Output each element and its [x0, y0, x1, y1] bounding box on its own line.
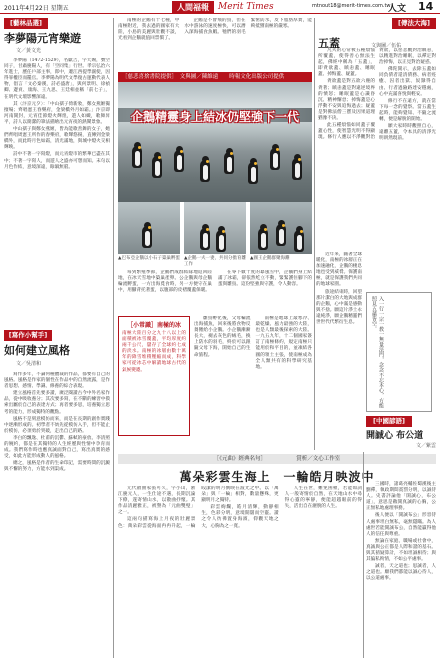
paragraph: 旅途結束時，回望那片潔白的大地與成群的企鵝，心中滿是感動與不捨。願這片淨土永遠純淨，願企鵝精靈們世世代代繁衍生息。	[316, 289, 362, 326]
contact-email: mtnout18@merit-times.com.tw	[312, 3, 391, 9]
paragraph: 風格不是刻意模仿而來，而是在長期的創作實踐中逐漸形成的。初學者不妨先從模仿入手，但不能止於模仿，必須勇於突破，走出自己的路。	[4, 416, 110, 434]
penguin-photo-pair	[184, 202, 246, 254]
column-divider	[314, 18, 315, 450]
calligraphy-text: 入一行一宗一教一無量法門，念念不忘本心，方能照見五蘊皆空。	[371, 296, 384, 408]
headline-build-style: 如何建立風格	[4, 344, 70, 357]
yuan-qu-body	[118, 486, 362, 658]
column-divider	[363, 452, 364, 658]
paragraph: 中山孺子與鄭女燕姬，皆為能歌善舞的女子，她們齊唱周憲王所作的春樂府，歌聲悠揚，直傳到金梁橋外，而此時月色如霜，清光滿地，與城中燈火交相輝映。	[4, 127, 110, 151]
yuan-qu-headline: 萬朵彩雲生海上 一輪皓月映波中	[179, 470, 375, 484]
paragraph: 在零下數十度的暴風雪中，企鵝們身上結滿了冰霜，卻依然屹立不動，緊緊護住腳下的蛋與雛鳥。這份堅強與守護，令人動容。	[218, 270, 312, 288]
article-body-sincerity	[366, 452, 436, 658]
article-title-style	[4, 344, 110, 367]
paragraph: 貪欲蓋是對五欲六塵的貪著；瞋恚蓋是對違逆境界的憤怒；睡眠蓋是心識昏沉、精神懈怠；掉悔蓋是心浮動不安與追悔過去；疑蓋是對佛法僧三寶及因果道理猶豫不決。	[318, 79, 375, 122]
paragraph: 李夢陽（1472-1529），名獻吉，字天賜，號空同子，甘肅慶陽人，有「空同集」行世。孝宗弘治六年進士，歷任戶部主事，郎中，遷江西提學副使，因得罪權臣而罷官。李夢陽為明代文學復古運動代表人物，倡言「文必秦漢，詩必盛唐」，與何景明、徐禎卿、邊貢、康海、王九思、王廷相並稱「前七子」，在明代文壇影響深遠。	[4, 58, 110, 100]
paragraph: 修行不在遠方，就在當下每一念的覺察。當五蓋生起時，能夠覺知、不隨之流轉，便是解脫的開始。	[379, 98, 436, 123]
column-divider	[113, 18, 114, 658]
paragraph: 近年來，隨著全球暖化，南極的冰層正在加速融化，企鵝的棲息地也受到威脅。保護南極，就是保護我們共同的地球家園。	[316, 252, 362, 288]
article-body-li-mengyang	[4, 58, 110, 322]
sidebar-box-text: 南極大陸百分之九十八以上的面積被冰雪覆蓋，平均厚度約兩千公尺，儲存了全球約七成的淡水。南極的冰層由數十萬年的降雪堆積壓縮而成，科學家可從冰芯中解讀地球古代的氣候變遷。	[122, 331, 186, 373]
headline-sincerity: 開誠心 布公道	[366, 431, 424, 441]
article-title-li-mengyang	[4, 32, 110, 54]
feature-headline-wrap	[118, 106, 312, 125]
sky-area	[118, 82, 312, 108]
paragraph: 每到繁殖季節，企鵝們成群結隊地返回陸地，在冰天雪地中築巢產卵。公企鵝與母企鵝輪流孵蛋，一方出海覓食時，另一方便守在巢中，用腳背托著蛋，以腹部的皮褶覆蓋保暖。	[118, 270, 212, 294]
paragraph: 李白的飄逸、杜甫的沉鬱、蘇軾的豪放、李清照的婉約，都是在其獨特的人生經歷與性情中孕育而成。我們寫作時也應真誠面對自己，寫出真實的感受，如此方能形成動人的風格。	[4, 435, 110, 460]
paragraph: 企鵝是不會飛的鳥，但在水中游泳的速度極快，可以潛入深海捕食魚蝦。牠們的羽毛緊密防水，皮下脂肪厚實，能夠抵禦南極的嚴寒。	[184, 18, 312, 36]
byline-style: 文／吳清和	[16, 361, 42, 367]
paragraph: 凡夫的心常被五種煩惱所覆蓋，使得善心無法生起，佛經中稱為「五蓋」，即貪欲蓋、瞋恚蓋、睡眠蓋、掉悔蓋、疑蓋。	[318, 48, 375, 78]
paragraph: 寫作多年，不論何種體裁的作品，都要有自己的風格。風格是作家的個性在作品中的自然流露，是作者思想、感情、學識、修養的綜合表現。	[4, 372, 110, 390]
photo-caption: ▲巴布亞企鵝以小石子築巢孵蛋	[118, 256, 180, 261]
yuan-qu-section-bar: ［《元曲》經典名句］ 賞析／文心工作室	[118, 454, 436, 464]
paragraph: 佛陀開示，去除五蓋如同負債者還清債務、病者痊癒、囚者出獄、奴隸得自由、行者過險路達安穩處，心中充滿喜悅與輕安。	[379, 67, 436, 97]
photo-caption: ▲國王企鵝群聚海灘	[250, 256, 290, 261]
paragraph: 雛鳥孵化後，父母輪流出海捕魚，回來後將食物反芻餵給小企鵝。小企鵝漸漸長大，褪去灰色的絨毛，換上防水的羽毛，終於可以跟隨父母下海，開始自己的生命旅程。	[194, 316, 251, 358]
column-tag-dharma: [傳法大海]	[392, 18, 436, 29]
paragraph: 南極的企鵝有十七種，中南極附近，我去過的國家有大陸，小島的美麗與壯觀不談，光看到企鵝就值回票價了。	[118, 18, 180, 42]
column-tag-proverb: [中國諺語]	[366, 416, 412, 427]
english-name: Merit Times	[218, 2, 274, 12]
headline-five-hindrances: 五蓋	[318, 37, 340, 50]
feature-body-upper	[118, 270, 312, 314]
penguin-photo-colony	[250, 202, 312, 254]
paragraph: 誠者，天之道也；思誠者，人之道也。願我們都能以誠心待人，以公道處事。	[366, 564, 436, 582]
sidebar-box-knowledge	[118, 316, 190, 436]
paragraph: 這兩句描寫海上月夜的壯麗景色：萬朵彩雲從海面冉冉升起，一輪皎潔的明月倒映在波光之中。以「萬朵」與「一輪」相對，數量懸殊，更顯明月之獨特。	[118, 486, 279, 529]
column-tag-writing: [寫作小幫手]	[4, 330, 52, 341]
paragraph: 願大家時時觀照自心，遠離五蓋，令本具的清淨光明朗然現前。	[379, 124, 436, 142]
paragraph: 無論在家庭、職場或社會中，真誠與公正都是人際和諧的基石。與其猜疑算計，不如坦誠相待；與其偏私徇情，不如公平處事。	[366, 538, 436, 563]
article-body-style	[4, 372, 110, 658]
section-name: 人文	[388, 4, 407, 14]
feature-intro-text	[118, 18, 312, 70]
article-title-sincerity	[366, 430, 436, 449]
column-tag-art: [藝林品選]	[4, 18, 48, 29]
paragraph: 人生在世，難免困頓，若能如詞人一般寄情於自然，在天地山水中尋得心靈的寧靜，便能超越眼前的得失，活出自在灑脫的人生。	[284, 486, 362, 510]
feature-headline: 企鵝精靈身上結冰仍堅強下一代	[130, 110, 299, 124]
paragraph: 後人便以「開誠布公」形容待人處事坦白無私，毫無隱瞞。為人處世若能開誠布公，自然能贏得他人的信任與尊重。	[366, 513, 436, 537]
paragraph: 元代散曲家張可久，字小山，浙江慶元人，一生仕途不遇，長期沉淪下僚，遂寄情山水，以散曲抒懷。其作品清麗雅正，被譽為「元曲雙璧」之一。	[118, 486, 196, 516]
sidebar-box-title: ［小常識］南極的冰	[126, 322, 181, 329]
issue-date: 2011年4月22日 星期五	[4, 5, 69, 12]
paragraph: 此五種煩惱如同蓋子覆蓋心性，使智慧光明不得顯現。修行人應以不淨觀對治貪欲，以慈悲觀對治瞋恚，以精進對治睡眠，以禪定對治掉悔，以正見對治疑惑。	[318, 48, 436, 141]
paragraph: 總之，風格是作者的生命印記，需要時間的沉澱與不懈的努力，方能水到渠成。	[4, 461, 110, 473]
byline-li-mengyang: 文／黃文光	[16, 48, 42, 54]
byline-five-hindrances: 文與圖／伍佑	[371, 43, 402, 49]
newspaper-logo: 人間福報	[172, 1, 214, 13]
feature-credit-text: ［慈悲喜捨書院提供］ 文與圖／陳維遠 時報文化出版公司提供	[122, 74, 285, 80]
byline-sincerity: 文／紫雲	[415, 443, 436, 449]
feature-body-lower	[194, 316, 312, 450]
paragraph: 南極是地球上最寒冷、最乾燥、風力最強的大陸，也是人類最後探索的大陸。一九五九年，十二個國家簽訂了南極條約，規定南極只能用於和平目的，並凍結各國的領土主張，使南極成為全人類共有的科學研究基地。	[255, 316, 312, 370]
page-number: 14	[418, 0, 434, 13]
paragraph: 三國時，諸葛亮輔佐蜀漢後主劉禪，執政期間賞罰分明，以誠待人。史書評論他「開誠心，布公道」，意思是敞開真誠的心胸，公正無私地處理事務。	[366, 482, 436, 512]
paragraph: 建立風格首先要多讀，廣泛閱讀古今中外名家作品，從中吸收養分；其次要多寫，在不斷的練習中摸索出屬於自己的表達方式；再者要多思，培養獨立思考的能力，形成獨特的觀點。	[4, 391, 110, 415]
penguin-feature-photo	[118, 82, 312, 202]
penguin-photo-nest	[118, 202, 180, 254]
paragraph: 彩雲絢爛，皓月清輝，動靜相生，色彩分明，意境開闊而空靈。讀之令人彷彿置身海濱，仰觀天地之大，心胸為之一寬。	[201, 505, 279, 529]
calligraphy-box	[366, 292, 432, 412]
headline-li-mengyang: 李夢陽元宵樂遊	[4, 32, 81, 45]
photo-caption: ▲企鵝一夫一妻，共同分擔育雛工作	[184, 256, 246, 267]
paragraph: 其〈汴京元夕〉：「中山孺子倚新妝，鄭女燕姬獨擅場；齊唱憲王春樂府，金梁橋外月如霜。」汴京即河南開封，元宵佳節燈火輝煌，遊人如織，歌舞昇平，詩人以簡潔的筆法描繪出元宵夜的熱鬧景象。	[4, 101, 110, 125]
masthead	[0, 0, 440, 14]
article-body-five-hindrances	[318, 48, 436, 288]
paragraph: 詩中不著一字寫燈，而元宵燈市的繁華已盡在其中；不著一字寫人，而遊人之盛亦可想而知。末句以月色作結，意境深遠，餘韻無窮。	[4, 152, 110, 170]
feature-credit-banner	[118, 72, 312, 82]
